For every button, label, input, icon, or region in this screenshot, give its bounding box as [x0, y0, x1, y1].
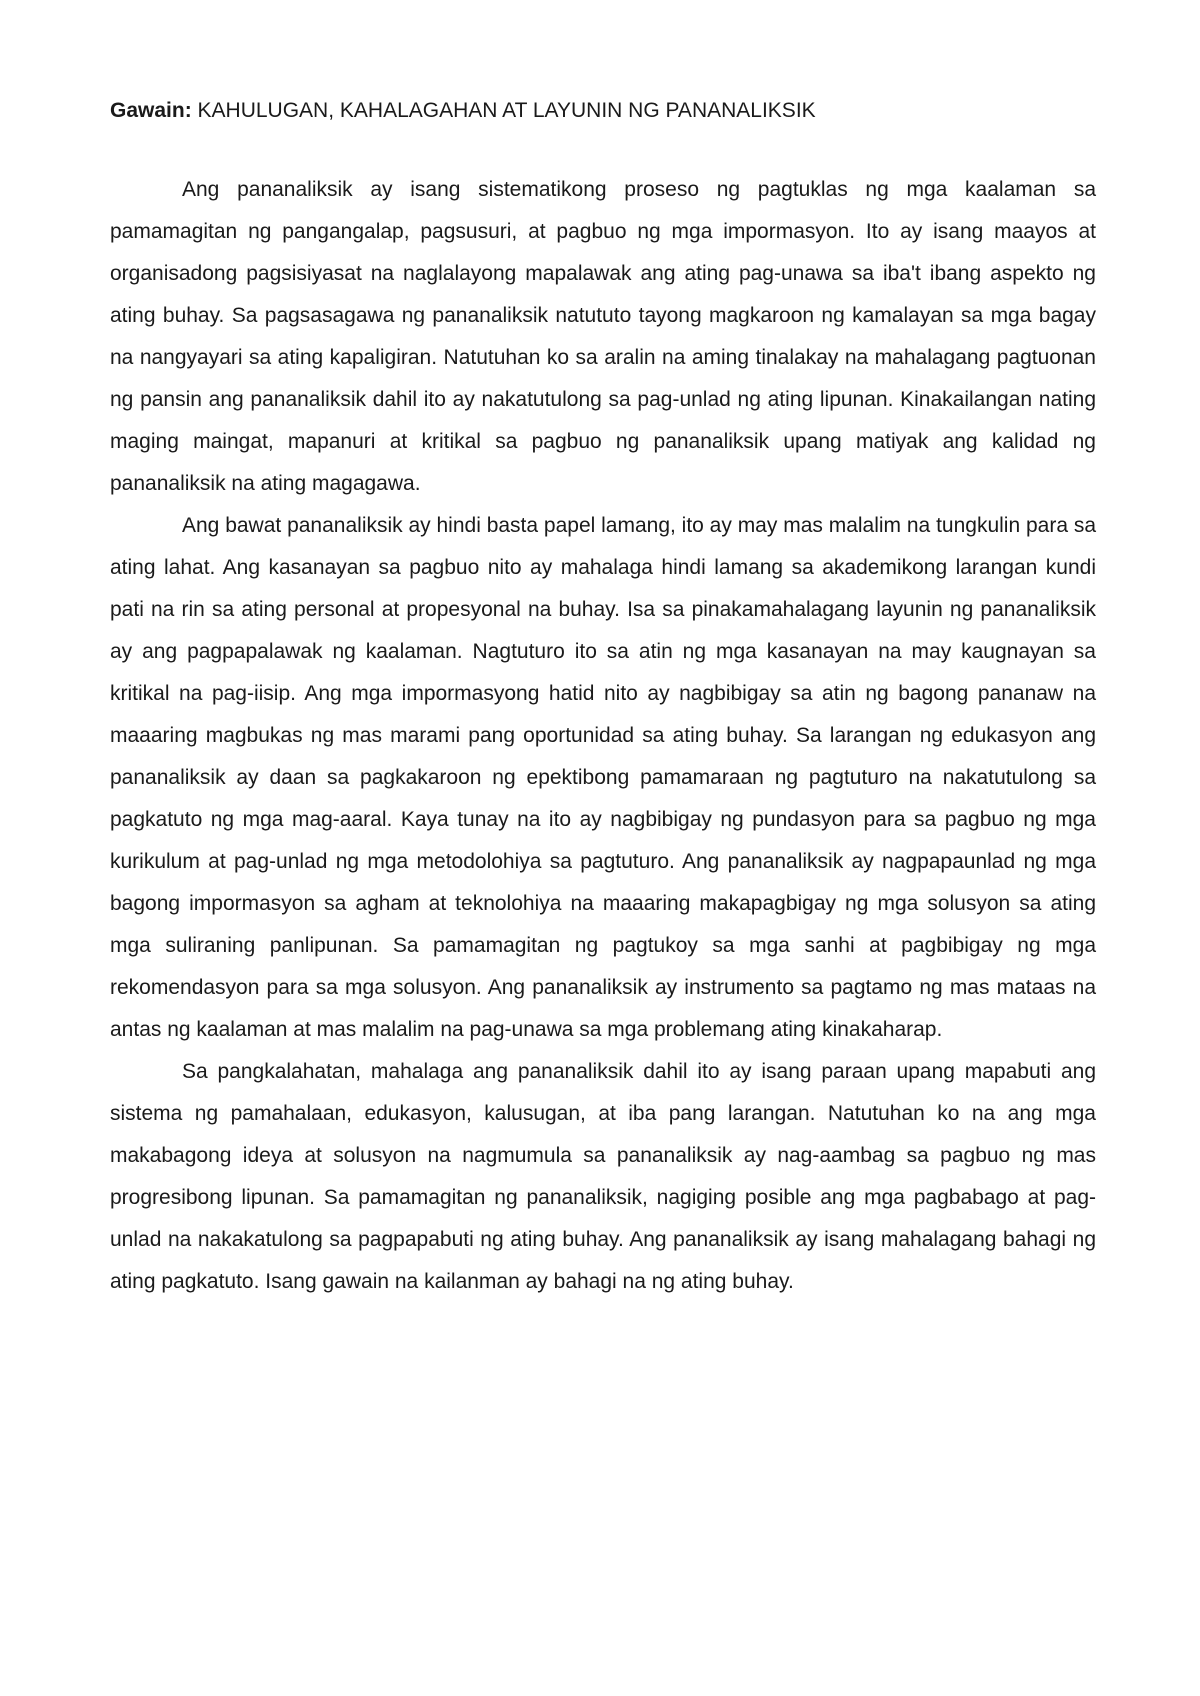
paragraph-3: Sa pangkalahatan, mahalaga ang pananaliksik dahil ito ay isang paraan upang mapabuti ang sistema ng pamahalaan, edukasyon, kalusugan, at iba pang larangan. Natutuhan ko na ang mga makabagong ideya at solusyon na nagmumula sa pananaliksik ay nag-aambag sa pagbuo ng mas progresibong lipunan. Sa pamamagitan ng pananaliksik, nagiging posible ang mga pagbabago at pag-unlad na nakakatulong sa pagpapabuti ng ating buhay. Ang pananaliksik ay isang mahalagang bahagi ng ating pagkatuto. Isang gawain na kailanman ay bahagi na ng ating buhay. — [110, 1060, 1096, 1293]
document-body — [110, 96, 1096, 1303]
title-label: Gawain: — [110, 99, 192, 122]
paragraph-2: Ang bawat pananaliksik ay hindi basta papel lamang, ito ay may mas malalim na tungkulin para sa ating lahat. Ang kasanayan sa pagbuo nito ay mahalaga hindi lamang sa akademikong larangan kundi pati na rin sa ating personal at propesyonal na buhay. Isa sa pinakamahalagang layunin ng pananaliksik ay ang pagpapalawak ng kaalaman. Nagtuturo ito sa atin ng mga kasanayan na may kaugnayan sa kritikal na pag-iisip. Ang mga impormasyong hatid nito ay nagbibigay sa atin ng bagong pananaw na maaaring magbukas ng mas marami pang oportunidad sa ating buhay. Sa larangan ng edukasyon ang pananaliksik ay daan sa pagkakaroon ng epektibong pamamaraan ng pagtuturo na nakatutulong sa pagkatuto ng mga mag-aaral. Kaya tunay na ito ay nagbibigay ng pundasyon para sa pagbuo ng mga kurikulum at pag-unlad ng mga metodolohiya sa pagtuturo. Ang pananaliksik ay nagpapaunlad ng mga bagong impormasyon sa agham at teknolohiya na maaaring makapagbigay ng mga solusyon sa ating mga suliraning panlipunan. Sa pamamagitan ng pagtukoy sa mga sanhi at pagbibigay ng mga rekomendasyon para sa mga solusyon. Ang pananaliksik ay instrumento sa pagtamo ng mas mataas na antas ng kaalaman at mas malalim na pag-unawa sa mga problemang ating kinakaharap. — [110, 514, 1097, 1041]
title-text: KAHULUGAN, KAHALAGAHAN AT LAYUNIN NG PANANALIKSIK — [197, 99, 816, 122]
document-title — [110, 96, 1096, 126]
paragraph-1: Ang pananaliksik ay isang sistematikong proseso ng pagtuklas ng mga kaalaman sa pamamagitan ng pangangalap, pagsusuri, at pagbuo ng mga impormasyon. Ito ay isang maayos at organisadong pagsisiyasat na naglalayong mapalawak ang ating pag-unawa sa iba't ibang aspekto ng ating buhay. Sa pagsasagawa ng pananaliksik natututo tayong magkaroon ng kamalayan sa mga bagay na nangyayari sa ating kapaligiran. Natutuhan ko sa aralin na aming tinalakay na mahalagang pagtuonan ng pansin ang pananaliksik dahil ito ay nakatutulong sa pag-unlad ng ating lipunan. Kinakailangan nating maging maingat, mapanuri at kritikal sa pagbuo ng pananaliksik upang matiyak ang kalidad ng pananaliksik na ating magagawa. — [110, 178, 1096, 495]
